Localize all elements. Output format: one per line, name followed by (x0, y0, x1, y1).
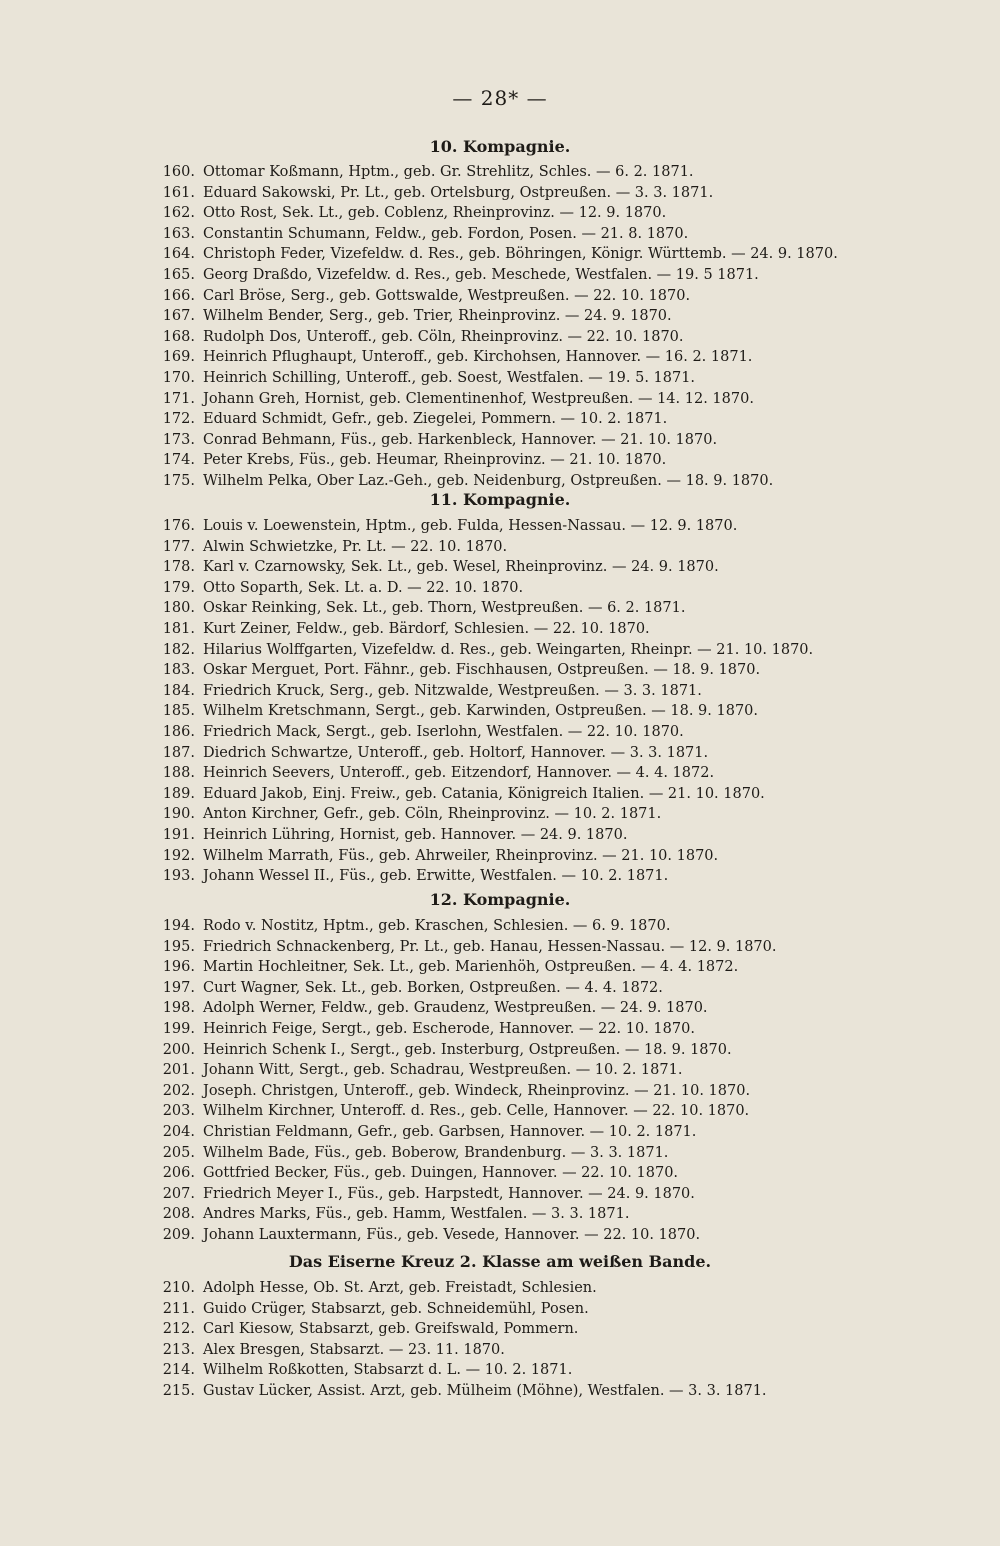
entry-number: 193. (162, 868, 195, 885)
entry-number: 211. (162, 1300, 195, 1317)
entry-text: Adolph Werner, Feldw., geb. Graudenz, Westpreußen. — 24. 9. 1870. (203, 1000, 708, 1017)
entry-text: Wilhelm Bender, Serg., geb. Trier, Rheinprovinz. — 24. 9. 1870. (203, 308, 672, 325)
entry-number: 165. (162, 266, 195, 283)
entry-number: 178. (162, 559, 195, 576)
entry-text: Friedrich Mack, Sergt., geb. Iserlohn, Westfalen. — 22. 10. 1870. (203, 723, 684, 740)
entry-number: 166. (162, 287, 195, 304)
entry-text: Rudolph Dos, Unteroff., geb. Cöln, Rheinprovinz. — 22. 10. 1870. (203, 328, 684, 345)
entry-text: Guido Crüger, Stabsarzt, geb. Schneidemühl, Posen. (203, 1300, 589, 1317)
entry-text: Joseph. Christgen, Unteroff., geb. Windeck, Rheinprovinz. — 21. 10. 1870. (203, 1082, 751, 1099)
section-11-kompagnie (0, 484, 1000, 887)
entry-number: 160. (162, 164, 195, 180)
entry-text: Friedrich Schnackenberg, Pr. Lt., geb. Hanau, Hessen-Nassau. — 12. 9. 1870. (203, 938, 777, 955)
entry-number: 183. (162, 662, 195, 679)
list-item (0, 998, 1000, 1019)
entry-text: Heinrich Schilling, Unteroff., geb. Soest, Westfalen. — 19. 5. 1871. (203, 369, 696, 386)
entry-number: 203. (162, 1103, 195, 1120)
list-item (0, 743, 1000, 764)
entry-text: Ottomar Koßmann, Hptm., geb. Gr. Strehlitz, Schles. — 6. 2. 1871. (203, 164, 694, 180)
entry-text: Heinrich Pflughaupt, Unteroff., geb. Kirchohsen, Hannover. — 16. 2. 1871. (203, 349, 753, 366)
entry-text: Christian Feldmann, Gefr., geb. Garbsen, Hannover. — 10. 2. 1871. (203, 1123, 697, 1140)
list-item (0, 916, 1000, 937)
entry-number: 182. (162, 641, 195, 658)
list-item (0, 701, 1000, 722)
entry-number: 192. (162, 847, 195, 864)
list-item (0, 1163, 1000, 1184)
entry-list (0, 1278, 1000, 1402)
list-item (0, 578, 1000, 599)
entry-number: 209. (162, 1226, 195, 1243)
entry-number: 186. (162, 723, 195, 740)
entry-list (0, 162, 1000, 492)
section-eisernes-kreuz (0, 1246, 1000, 1402)
entry-number: 175. (162, 472, 195, 489)
list-item (0, 1340, 1000, 1361)
entry-text: Conrad Behmann, Füs., geb. Harkenbleck, Hannover. — 21. 10. 1870. (203, 431, 718, 448)
entry-number: 198. (162, 1000, 195, 1017)
entry-number: 204. (162, 1123, 195, 1140)
entry-text: Wilhelm Pelka, Ober Laz.-Geh., geb. Neidenburg, Ostpreußen. — 18. 9. 1870. (203, 472, 774, 489)
list-item (0, 265, 1000, 286)
page-number: — 28* — (452, 86, 548, 110)
entry-number: 194. (162, 918, 195, 934)
entry-text: Wilhelm Kretschmann, Sergt., geb. Karwinden, Ostpreußen. — 18. 9. 1870. (203, 703, 759, 720)
entry-number: 181. (162, 620, 195, 637)
list-item (0, 1319, 1000, 1340)
list-item (0, 660, 1000, 681)
list-item (0, 1381, 1000, 1402)
section-heading: 12. Kompagnie. (429, 890, 571, 909)
entry-number: 168. (162, 328, 195, 345)
entry-text: Oskar Reinking, Sek. Lt., geb. Thorn, Westpreußen. — 6. 2. 1871. (203, 600, 686, 617)
list-item (0, 681, 1000, 702)
list-item (0, 722, 1000, 743)
list-item (0, 1019, 1000, 1040)
entry-text: Diedrich Schwartze, Unteroff., geb. Holtorf, Hannover. — 3. 3. 1871. (203, 744, 709, 761)
list-item (0, 825, 1000, 846)
entry-text: Peter Krebs, Füs., geb. Heumar, Rheinprovinz. — 21. 10. 1870. (203, 452, 667, 469)
entry-text: Andres Marks, Füs., geb. Hamm, Westfalen. — 3. 3. 1871. (203, 1206, 630, 1223)
entry-number: 210. (162, 1280, 195, 1296)
entry-number: 215. (162, 1382, 195, 1399)
entry-text: Rodo v. Nostitz, Hptm., geb. Kraschen, Schlesien. — 6. 9. 1870. (203, 918, 671, 934)
section-heading: 10. Kompagnie. (429, 137, 571, 156)
entry-number: 208. (162, 1206, 195, 1223)
entry-text: Gottfried Becker, Füs., geb. Duingen, Hannover. — 22. 10. 1870. (203, 1165, 679, 1182)
list-item (0, 1122, 1000, 1143)
entry-text: Johann Wessel II., Füs., geb. Erwitte, Westfalen. — 10. 2. 1871. (203, 868, 669, 885)
entry-number: 201. (162, 1062, 195, 1079)
list-item (0, 203, 1000, 224)
entry-number: 212. (162, 1321, 195, 1338)
list-item (0, 1204, 1000, 1225)
entry-text: Oskar Merguet, Port. Fähnr., geb. Fischhausen, Ostpreußen. — 18. 9. 1870. (203, 662, 761, 679)
entry-text: Wilhelm Marrath, Füs., geb. Ahrweiler, Rheinprovinz. — 21. 10. 1870. (203, 847, 719, 864)
list-item (0, 957, 1000, 978)
entry-number: 169. (162, 349, 195, 366)
entry-text: Friedrich Kruck, Serg., geb. Nitzwalde, Westpreußen. — 3. 3. 1871. (203, 682, 702, 699)
entry-text: Carl Bröse, Serg., geb. Gottswalde, Westpreußen. — 22. 10. 1870. (203, 287, 691, 304)
section-10-kompagnie (0, 132, 1000, 492)
entry-number: 177. (162, 538, 195, 555)
entry-number: 196. (162, 959, 195, 976)
entry-number: 200. (162, 1041, 195, 1058)
list-item (0, 286, 1000, 307)
entry-number: 188. (162, 765, 195, 782)
entry-text: Eduard Schmidt, Gefr., geb. Ziegelei, Pommern. — 10. 2. 1871. (203, 411, 668, 428)
entry-text: Anton Kirchner, Gefr., geb. Cöln, Rheinprovinz. — 10. 2. 1871. (203, 806, 662, 823)
list-item (0, 846, 1000, 867)
list-item (0, 598, 1000, 619)
list-item (0, 224, 1000, 245)
entry-number: 206. (162, 1165, 195, 1182)
entry-number: 185. (162, 703, 195, 720)
entry-text: Alex Bresgen, Stabsarzt. — 23. 11. 1870. (203, 1341, 505, 1358)
entry-number: 162. (162, 205, 195, 222)
list-item (0, 183, 1000, 204)
entry-text: Friedrich Meyer I., Füs., geb. Harpstedt, Hannover. — 24. 9. 1870. (203, 1185, 695, 1202)
entry-number: 213. (162, 1341, 195, 1358)
entry-list (0, 916, 1000, 1246)
entry-text: Louis v. Loewenstein, Hptm., geb. Fulda, Hessen-Nassau. — 12. 9. 1870. (203, 518, 738, 534)
entry-text: Adolph Hesse, Ob. St. Arzt, geb. Freistadt, Schlesien. (203, 1280, 597, 1296)
entry-text: Carl Kiesow, Stabsarzt, geb. Greifswald, Pommern. (203, 1321, 579, 1338)
entry-text: Georg Draßdo, Vizefeldw. d. Res., geb. Meschede, Westfalen. — 19. 5 1871. (203, 266, 759, 283)
entry-number: 190. (162, 806, 195, 823)
entry-number: 180. (162, 600, 195, 617)
list-item (0, 1143, 1000, 1164)
list-item (0, 1081, 1000, 1102)
list-item (0, 1278, 1000, 1299)
list-item (0, 306, 1000, 327)
entry-text: Wilhelm Bade, Füs., geb. Boberow, Brandenburg. — 3. 3. 1871. (203, 1144, 669, 1161)
entry-text: Johann Witt, Sergt., geb. Schadrau, Westpreußen. — 10. 2. 1871. (203, 1062, 683, 1079)
entry-number: 207. (162, 1185, 195, 1202)
entry-text: Johann Greh, Hornist, geb. Clementinenhof, Westpreußen. — 14. 12. 1870. (203, 390, 754, 407)
list-item (0, 763, 1000, 784)
entry-text: Heinrich Seevers, Unteroff., geb. Eitzendorf, Hannover. — 4. 4. 1872. (203, 765, 715, 782)
entry-number: 202. (162, 1082, 195, 1099)
entry-text: Hilarius Wolffgarten, Vizefeldw. d. Res., geb. Weingarten, Rheinpr. — 21. 10. 1870. (203, 641, 814, 658)
list-item (0, 978, 1000, 999)
entry-number: 167. (162, 308, 195, 325)
list-item (0, 804, 1000, 825)
entry-text: Gustav Lücker, Assist. Arzt, geb. Mülheim (Möhne), Westfalen. — 3. 3. 1871. (203, 1382, 767, 1399)
entry-number: 161. (162, 184, 195, 201)
entry-text: Curt Wagner, Sek. Lt., geb. Borken, Ostpreußen. — 4. 4. 1872. (203, 979, 663, 996)
list-item (0, 537, 1000, 558)
list-item (0, 1360, 1000, 1381)
list-item (0, 162, 1000, 183)
entry-text: Karl v. Czarnowsky, Sek. Lt., geb. Wesel, Rheinprovinz. — 24. 9. 1870. (203, 559, 719, 576)
list-item (0, 1101, 1000, 1122)
entry-number: 171. (162, 390, 195, 407)
list-item (0, 1299, 1000, 1320)
list-item (0, 784, 1000, 805)
entry-number: 214. (162, 1362, 195, 1379)
list-item (0, 244, 1000, 265)
list-item (0, 430, 1000, 451)
list-item (0, 409, 1000, 430)
list-item (0, 368, 1000, 389)
entry-text: Martin Hochleitner, Sek. Lt., geb. Marienhöh, Ostpreußen. — 4. 4. 1872. (203, 959, 739, 976)
entry-number: 195. (162, 938, 195, 955)
list-item (0, 389, 1000, 410)
section-heading: Das Eiserne Kreuz 2. Klasse am weißen Bande. (288, 1252, 712, 1271)
entry-text: Wilhelm Kirchner, Unteroff. d. Res., geb. Celle, Hannover. — 22. 10. 1870. (203, 1103, 750, 1120)
list-item (0, 557, 1000, 578)
section-12-kompagnie (0, 884, 1000, 1246)
entry-number: 179. (162, 579, 195, 596)
list-item (0, 619, 1000, 640)
entry-text: Heinrich Lühring, Hornist, geb. Hannover. — 24. 9. 1870. (203, 826, 628, 843)
entry-list (0, 516, 1000, 887)
entry-number: 189. (162, 785, 195, 802)
entry-number: 191. (162, 826, 195, 843)
entry-text: Otto Soparth, Sek. Lt. a. D. — 22. 10. 1870. (203, 579, 524, 596)
entry-number: 205. (162, 1144, 195, 1161)
list-item (0, 347, 1000, 368)
list-item (0, 1040, 1000, 1061)
entry-text: Heinrich Schenk I., Sergt., geb. Insterburg, Ostpreußen. — 18. 9. 1870. (203, 1041, 732, 1058)
entry-text: Johann Lauxtermann, Füs., geb. Vesede, Hannover. — 22. 10. 1870. (203, 1226, 701, 1243)
list-item (0, 327, 1000, 348)
list-item (0, 1184, 1000, 1205)
entry-number: 170. (162, 369, 195, 386)
list-item (0, 1060, 1000, 1081)
entry-number: 176. (162, 518, 195, 534)
list-item (0, 640, 1000, 661)
entry-number: 163. (162, 225, 195, 242)
list-item (0, 937, 1000, 958)
entry-number: 164. (162, 246, 195, 263)
entry-number: 173. (162, 431, 195, 448)
entry-number: 172. (162, 411, 195, 428)
entry-number: 174. (162, 452, 195, 469)
list-item (0, 516, 1000, 537)
entry-number: 197. (162, 979, 195, 996)
entry-text: Eduard Sakowski, Pr. Lt., geb. Ortelsburg, Ostpreußen. — 3. 3. 1871. (203, 184, 714, 201)
entry-text: Kurt Zeiner, Feldw., geb. Bärdorf, Schlesien. — 22. 10. 1870. (203, 620, 650, 637)
entry-number: 184. (162, 682, 195, 699)
list-item (0, 1225, 1000, 1246)
entry-number: 199. (162, 1020, 195, 1037)
entry-text: Otto Rost, Sek. Lt., geb. Coblenz, Rheinprovinz. — 12. 9. 1870. (203, 205, 667, 222)
entry-number: 187. (162, 744, 195, 761)
entry-text: Constantin Schumann, Feldw., geb. Fordon, Posen. — 21. 8. 1870. (203, 225, 689, 242)
entry-text: Eduard Jakob, Einj. Freiw., geb. Catania, Königreich Italien. — 21. 10. 1870. (203, 785, 765, 802)
entry-text: Wilhelm Roßkotten, Stabsarzt d. L. — 10. 2. 1871. (203, 1362, 573, 1379)
entry-text: Christoph Feder, Vizefeldw. d. Res., geb. Böhringen, Königr. Württemb. — 24. 9. 1870. (203, 246, 838, 263)
entry-text: Heinrich Feige, Sergt., geb. Escherode, Hannover. — 22. 10. 1870. (203, 1020, 695, 1037)
list-item (0, 450, 1000, 471)
section-heading: 11. Kompagnie. (429, 490, 571, 509)
entry-text: Alwin Schwietzke, Pr. Lt. — 22. 10. 1870. (203, 538, 508, 555)
